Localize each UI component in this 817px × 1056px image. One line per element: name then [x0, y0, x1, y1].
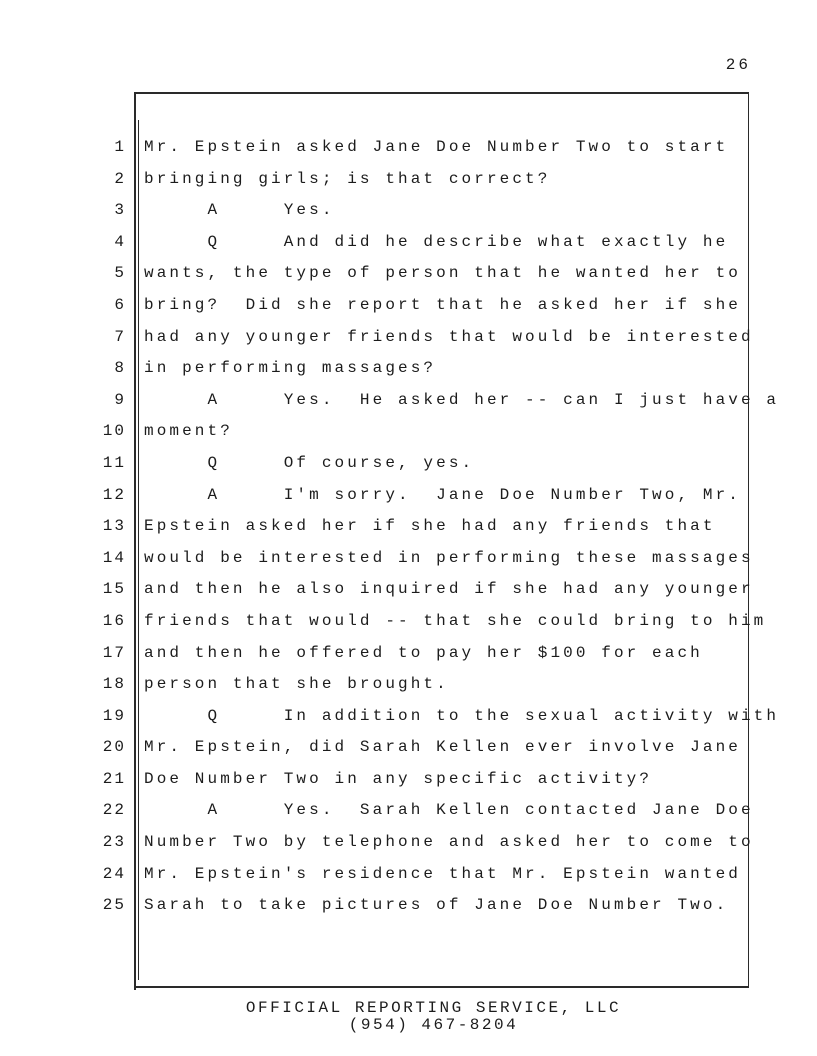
line-text: Mr. Epstein's residence that Mr. Epstein wanted	[144, 864, 741, 883]
transcript-line	[0, 701, 817, 733]
line-text: Sarah to take pictures of Jane Doe Number Two.	[144, 896, 729, 915]
footer-phone: (954) 467-8204	[348, 1016, 519, 1034]
line-number: 19	[102, 706, 126, 725]
transcript-line	[0, 322, 817, 354]
line-number: 6	[114, 295, 126, 314]
transcript-line	[0, 890, 817, 922]
line-number: 12	[102, 485, 126, 504]
transcript-line	[0, 385, 817, 417]
transcript-lines	[0, 132, 817, 922]
line-text: Mr. Epstein asked Jane Doe Number Two to start	[144, 138, 729, 156]
transcript-line	[0, 827, 817, 859]
line-text: Q Of course, yes.	[144, 453, 475, 472]
line-text: wants, the type of person that he wanted her to	[144, 264, 741, 283]
transcript-line	[0, 669, 817, 701]
line-number: 4	[114, 232, 126, 251]
line-text: bring? Did she report that he asked her if she	[144, 295, 741, 314]
line-text: had any younger friends that would be interested	[144, 327, 754, 346]
transcript-line	[0, 164, 817, 196]
transcript-line	[0, 764, 817, 796]
transcript-line	[0, 543, 817, 575]
line-number: 2	[114, 169, 126, 188]
transcript-line	[0, 574, 817, 606]
transcript-line	[0, 195, 817, 227]
line-number: 22	[102, 801, 126, 820]
transcript-line	[0, 795, 817, 827]
line-text: bringing girls; is that correct?	[144, 169, 551, 188]
line-number: 23	[102, 833, 126, 852]
transcript-line	[0, 480, 817, 512]
line-number: 13	[102, 517, 126, 536]
line-text: friends that would -- that she could bring to him	[144, 611, 767, 630]
line-number: 1	[114, 138, 126, 156]
transcript-line	[0, 732, 817, 764]
line-number: 25	[102, 896, 126, 915]
line-text: in performing massages?	[144, 359, 437, 378]
line-text: A Yes. He asked her -- can I just have a	[144, 390, 780, 409]
line-number: 10	[102, 422, 126, 441]
line-number: 15	[102, 580, 126, 599]
page-number: 26	[725, 56, 751, 74]
transcript-line	[0, 448, 817, 480]
transcript-line	[0, 290, 817, 322]
line-text: and then he also inquired if she had any younger	[144, 580, 754, 599]
line-text: would be interested in performing these massages	[144, 548, 754, 567]
transcript-line	[0, 227, 817, 259]
line-number: 21	[102, 769, 126, 788]
line-text: Epstein asked her if she had any friends that	[144, 517, 716, 536]
line-number: 20	[102, 738, 126, 757]
line-number: 18	[102, 675, 126, 694]
line-number: 7	[114, 327, 126, 346]
transcript-line	[0, 859, 817, 891]
line-text: Mr. Epstein, did Sarah Kellen ever involve Jane	[144, 738, 741, 757]
line-number: 24	[102, 864, 126, 883]
line-number: 5	[114, 264, 126, 283]
line-text: A Yes. Sarah Kellen contacted Jane Doe	[144, 801, 754, 820]
transcript-line	[0, 511, 817, 543]
line-number: 14	[102, 548, 126, 567]
line-text: Q And did he describe what exactly he	[144, 232, 729, 251]
line-text: and then he offered to pay her $100 for each	[144, 643, 703, 662]
page-footer	[0, 1000, 817, 1034]
line-number: 8	[114, 359, 126, 378]
frame-bottom-border	[134, 986, 749, 988]
line-number: 17	[102, 643, 126, 662]
line-number: 3	[114, 201, 126, 220]
line-text: A Yes.	[144, 201, 335, 220]
transcript-line	[0, 606, 817, 638]
line-text: Doe Number Two in any specific activity?	[144, 769, 653, 788]
line-number: 11	[102, 453, 126, 472]
line-text: person that she brought.	[144, 675, 449, 694]
line-text: Q In addition to the sexual activity with	[144, 706, 780, 725]
frame-top-border	[134, 92, 749, 94]
line-text: Number Two by telephone and asked her to come to	[144, 833, 754, 852]
line-number: 9	[114, 390, 126, 409]
transcript-line	[0, 638, 817, 670]
transcript-line	[0, 353, 817, 385]
line-text: A I'm sorry. Jane Doe Number Two, Mr.	[144, 485, 741, 504]
footer-company: OFFICIAL REPORTING SERVICE, LLC	[245, 999, 622, 1017]
transcript-line	[0, 132, 817, 164]
transcript-line	[0, 416, 817, 448]
line-text: moment?	[144, 422, 233, 441]
line-number: 16	[102, 611, 126, 630]
transcript-line	[0, 258, 817, 290]
